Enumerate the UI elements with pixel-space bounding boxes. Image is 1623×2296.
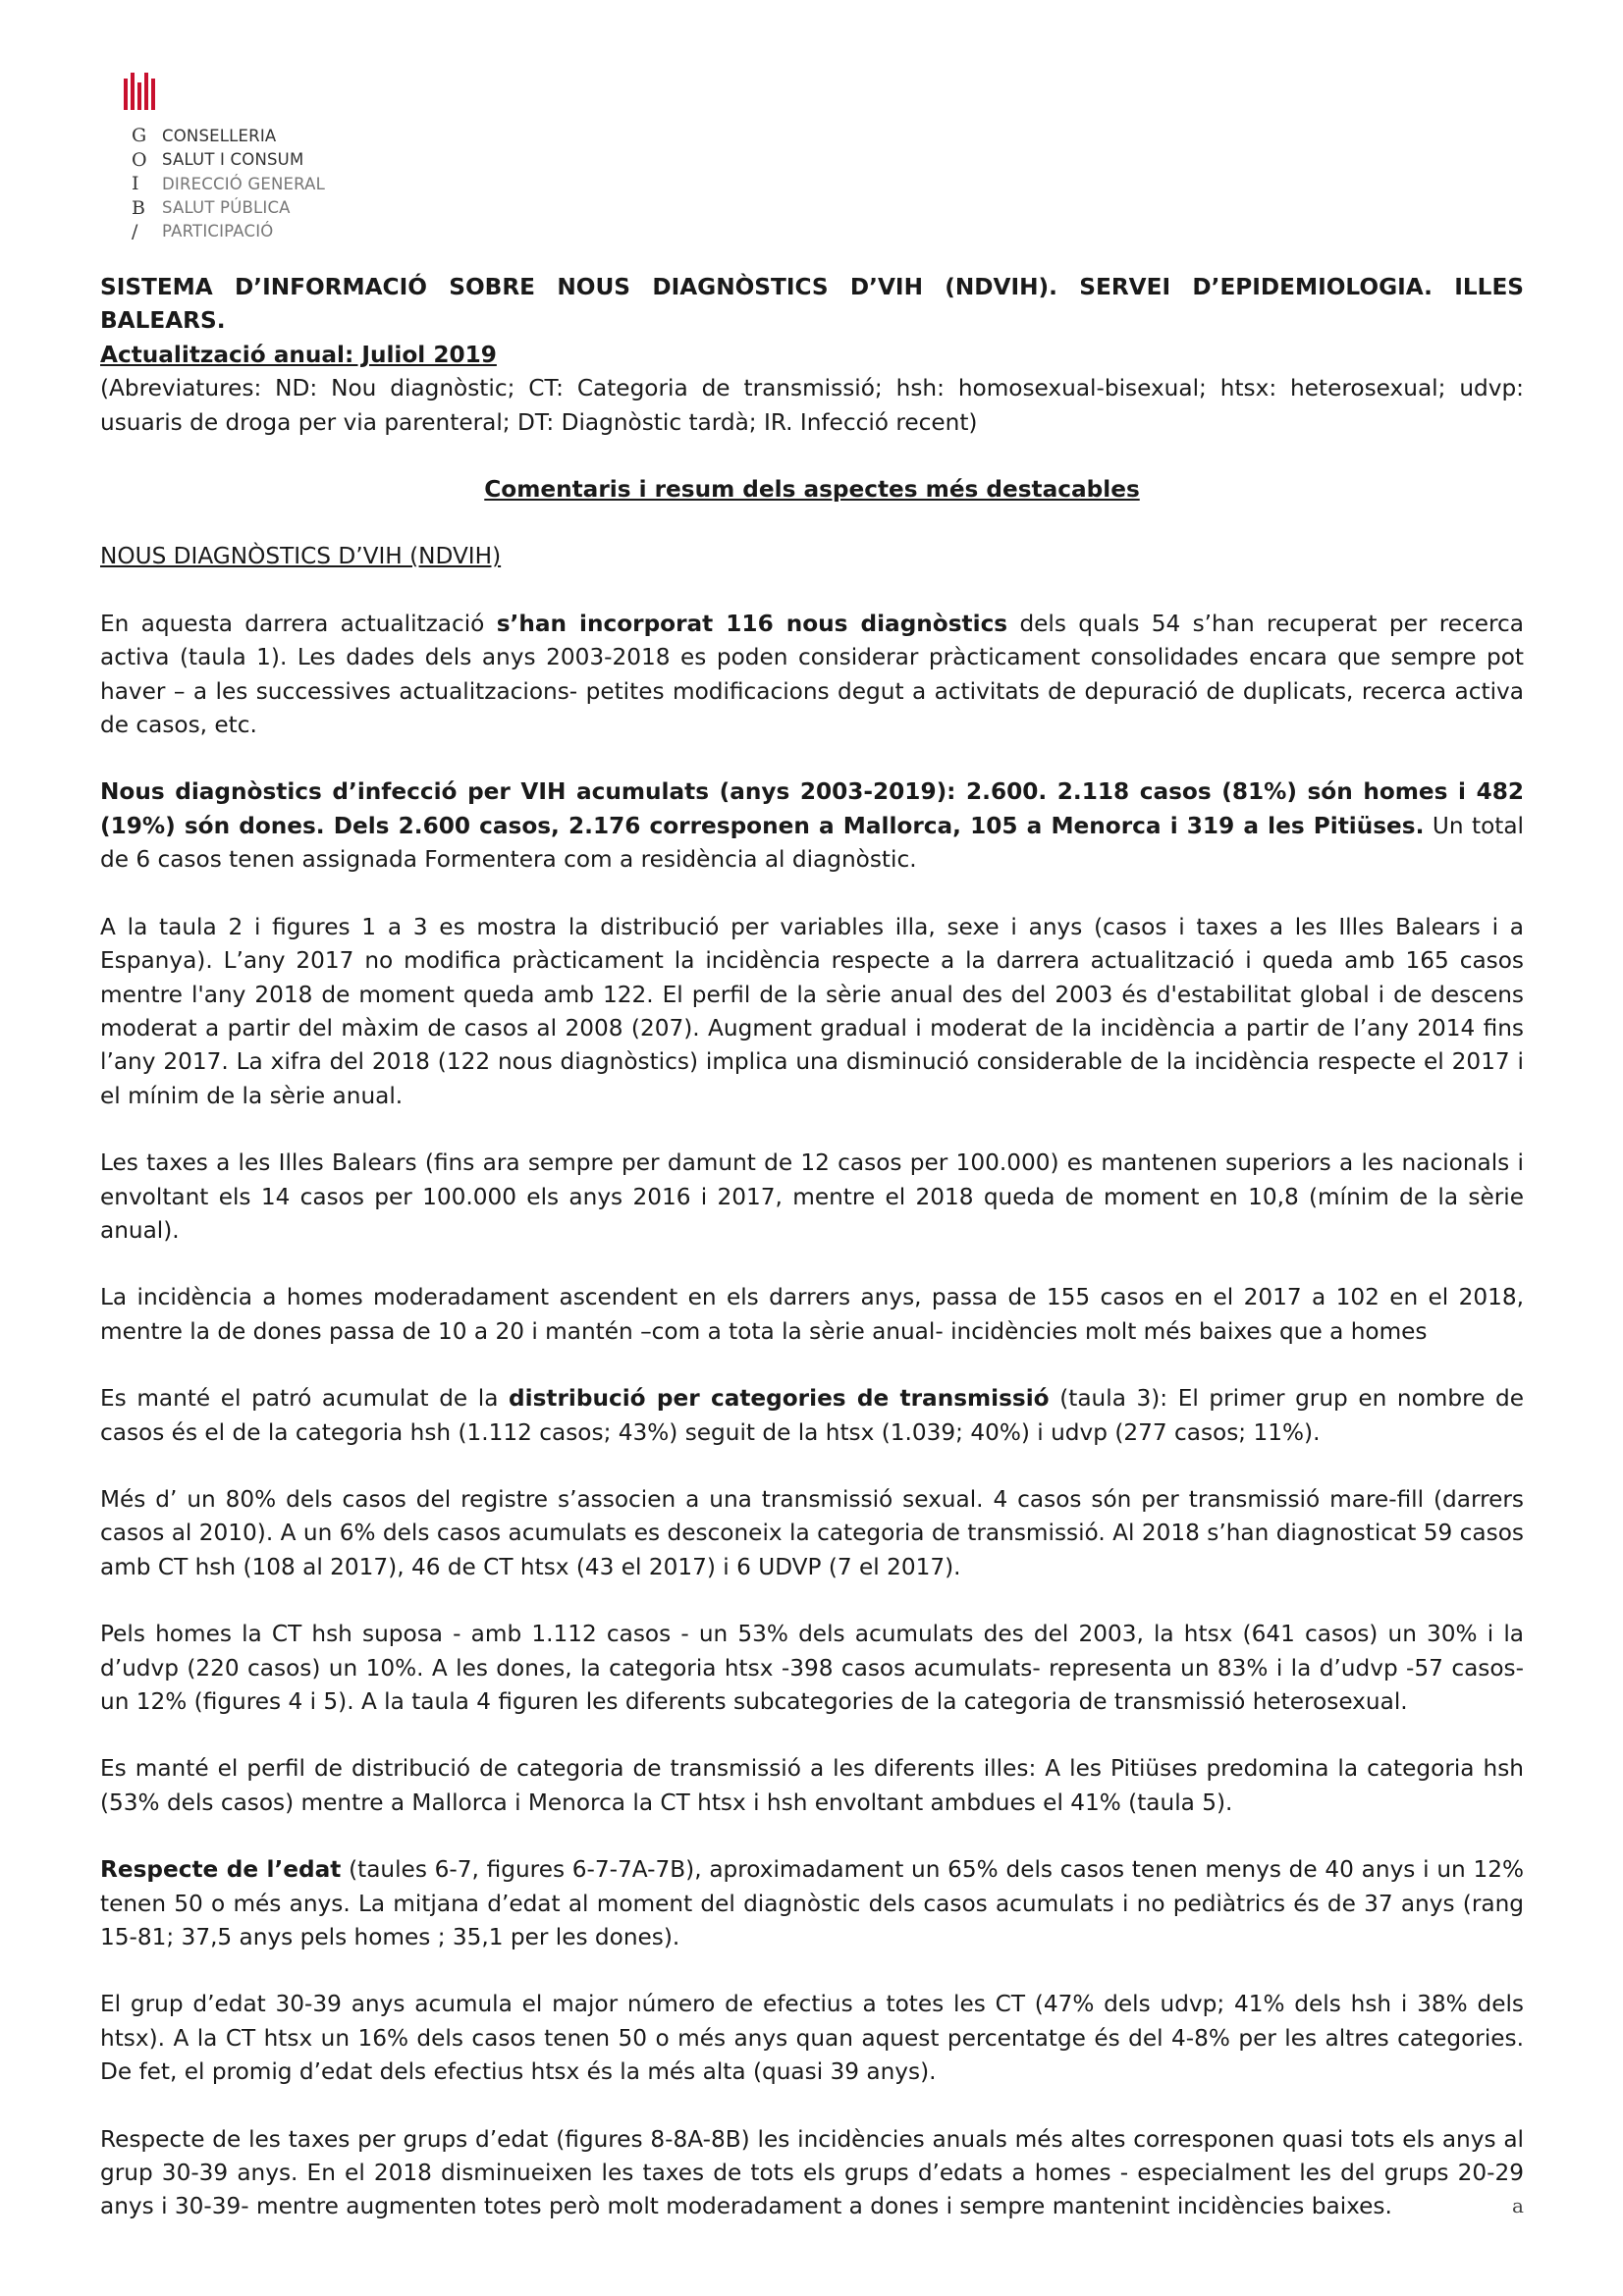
goib-emblem-icon [124, 69, 157, 114]
document-body [100, 271, 1524, 2224]
logo-letters [132, 124, 153, 244]
logo-letter: / [132, 221, 138, 242]
paragraph: A la taula 2 i figures 1 a 3 es mostra la distribució per variables illa, sexe i anys (casos i taxes a les Illes Balears i a Espanya). L’any 2017 no modifica pràcticament la incidència respecte a la darrera actualització i queda amb 165 casos mentre l'any 2018 de moment queda amb 122. El perfil de la sèrie anual des del 2003 és d'estabilitat global i de descens moderat a partir del màxim de casos al 2008 (207). Augment gradual i moderat de la incidència a partir de l’any 2014 fins l’any 2017. La xifra del 2018 (122 nous diagnòstics) implica una disminució considerable de la incidència respecte el 2017 i el mínim de la sèrie anual. [100, 913, 1524, 1109]
logo-letter: B [132, 196, 145, 219]
paragraph: En aquesta darrera actualització s’han incorporat 116 nous diagnòstics dels quals 54 s’han recuperat per recerca activa (taula 1). Les dades dels anys 2003-2018 es poden considerar pràcticament consolidades encara que sempre pot haver – a les successives actualitzacions- petites modificacions degut a activitats de depuració de duplicats, recerca activa de casos, etc. [100, 610, 1524, 739]
logo-line: DIRECCIÓ GENERAL [162, 174, 326, 193]
logo-lines [162, 125, 325, 243]
paragraph: Respecte de l’edat (taules 6-7, figures 6-7-7A-7B), aproximadament un 65% dels casos tenen menys de 40 anys i un 12% tenen 50 o més anys. La mitjana d’edat al moment del diagnòstic dels casos acumulats i no pediàtrics és de 37 anys (rang 15-81; 37,5 anys pels homes ; 35,1 per les dones). [100, 1856, 1524, 1951]
logo-line: SALUT I CONSUM [162, 150, 304, 170]
logo-line: CONSELLERIA [162, 127, 277, 145]
page-number: a [1512, 2194, 1524, 2217]
paragraph: La incidència a homes moderadament ascendent en els darrers anys, passa de 155 casos en el 2017 a 102 en el 2018, mentre la de dones passa de 10 a 20 i mantén –com a tota la sèrie anual- incidències molt més baixes que a homes [100, 1284, 1524, 1345]
document-title: SISTEMA D’INFORMACIÓ SOBRE NOUS DIAGNÒSTICS D’VIH (NDVIH). SERVEI D’EPIDEMIOLOGIA. ILLES BALEARS. [100, 274, 1524, 335]
paragraph: Es manté el perfil de distribució de categoria de transmissió a les diferents illes: A les Pitiüses predomina la categoria hsh (53% dels casos) mentre a Mallorca i Menorca la CT htsx i hsh envoltant ambdues el 41% (taula 5). [100, 1755, 1524, 1816]
logo-line: SALUT PÚBLICA [162, 197, 291, 217]
paragraph: El grup d’edat 30-39 anys acumula el major número de efectius a totes les CT (47% dels udvp; 41% dels hsh i 38% dels htsx). A la CT htsx un 16% dels casos tenen 50 o més anys quan aquest percentatge és del 4-8% per les altres categories. De fet, el promig d’edat dels efectius htsx és la més alta (quasi 39 anys). [100, 1991, 1524, 2086]
logo-letter: O [132, 148, 147, 171]
logo-letter: G [132, 125, 147, 146]
logo-line: PARTICIPACIÓ [162, 222, 274, 241]
goib-logo [124, 69, 379, 245]
update-date: Actualització anual: Juliol 2019 [100, 341, 497, 368]
paragraph: Més d’ un 80% dels casos del registre s’associen a una transmissió sexual. 4 casos són per transmissió mare-fill (darrers casos al 2010). A un 6% dels casos acumulats es desconeix la categoria de transmissió. Al 2018 s’han diagnosticat 59 casos amb CT hsh (108 al 2017), 46 de CT htsx (43 el 2017) i 6 UDVP (7 el 2017). [100, 1485, 1524, 1580]
section-title: NOUS DIAGNÒSTICS D’VIH (NDVIH) [100, 543, 502, 570]
abbreviations: (Abreviatures: ND: Nou diagnòstic; CT: Categoria de transmissió; hsh: homosexual-bisexual; htsx: heterosexual; udvp: usuaris de droga per via parenteral; DT: Diagnòstic tardà; IR. Infecció recent) [100, 375, 1524, 436]
summary-title: Comentaris i resum dels aspectes més destacables [484, 476, 1140, 504]
paragraph: Les taxes a les Illes Balears (fins ara sempre per damunt de 12 casos per 100.000) es mantenen superiors a les nacionals i envoltant els 14 casos per 100.000 els anys 2016 i 2017, mentre el 2018 queda de moment en 10,8 (mínim de la sèrie anual). [100, 1149, 1524, 1244]
logo-letter: I [132, 173, 139, 194]
paragraph: Es manté el patró acumulat de la distribució per categories de transmissió (taula 3): El primer grup en nombre de casos és el de la categoria hsh (1.112 casos; 43%) seguit de la htsx (1.039; 40%) i udvp (277 casos; 11%). [100, 1385, 1524, 1446]
paragraph: Respecte de les taxes per grups d’edat (figures 8-8A-8B) les incidències anuals més altes corresponen quasi tots els anys al grup 30-39 anys. En el 2018 disminueixen les taxes de tots els grups d’edats a homes - especialment les del grups 20-29 anys i 30-39- mentre augmenten totes però molt moderadament a dones i sempre mantenint incidències baixes. [100, 2125, 1524, 2220]
paragraph: Pels homes la CT hsh suposa - amb 1.112 casos - un 53% dels acumulats des del 2003, la htsx (641 casos) un 30% i la d’udvp (220 casos) un 10%. A les dones, la categoria htsx -398 casos acumulats- representa un 83% i la d’udvp -57 casos- un 12% (figures 4 i 5). A la taula 4 figuren les diferents subcategories de la categoria de transmissió heterosexual. [100, 1621, 1524, 1715]
paragraph: Nous diagnòstics d’infecció per VIH acumulats (anys 2003-2019): 2.600. 2.118 casos (81%) són homes i 482 (19%) són dones. Dels 2.600 casos, 2.176 corresponen a Mallorca, 105 a Menorca i 319 a les Pitiüses. Un total de 6 casos tenen assignada Formentera com a residència al diagnòstic. [100, 778, 1524, 874]
